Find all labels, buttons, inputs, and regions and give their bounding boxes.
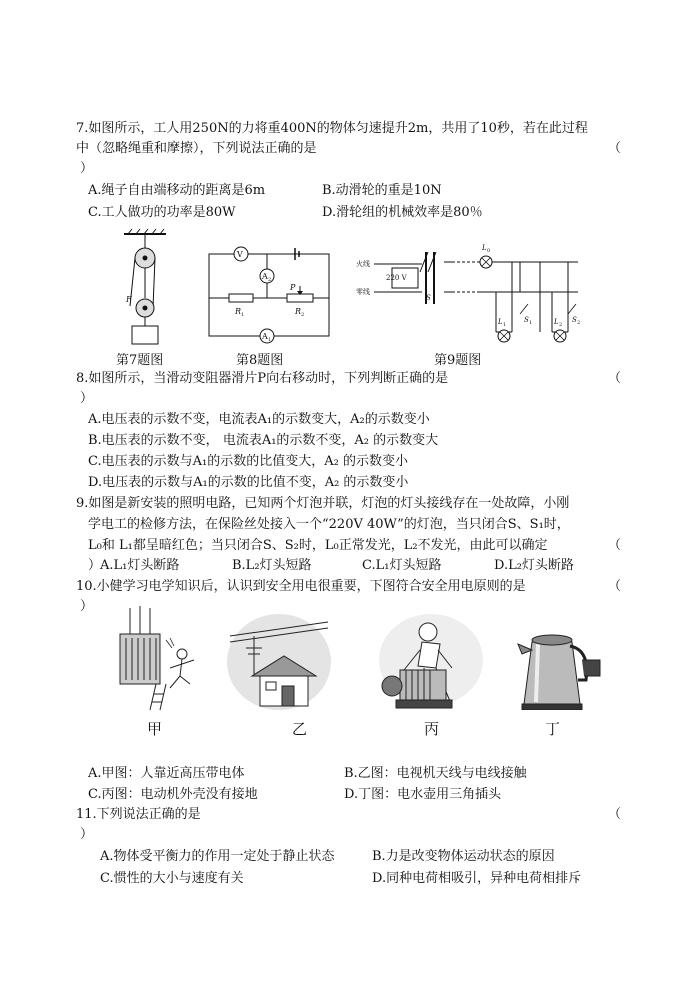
fig9-s2-sub: 2: [577, 320, 581, 326]
fig7-pulley-diagram: [110, 228, 190, 350]
q7-option-d: D.滑轮组的机械效率是80％: [322, 205, 483, 220]
q9-option-b: B.L₂灯头短路: [232, 558, 312, 573]
fig8-r1-label: R: [235, 307, 242, 316]
fig8-a1-label: A: [262, 332, 268, 341]
q8-option-d: D.电压表的示数与A₁的示数的比值不变，A₂ 的示数变小: [88, 475, 409, 490]
q8-option-c: C.电压表的示数与A₁的示数的比值变大，A₂ 的示数变小: [88, 454, 408, 469]
fig7-caption: 第7题图: [116, 353, 164, 368]
q10-paren-close: ）: [80, 599, 94, 614]
q11-stem: 11.下列说法正确的是: [76, 807, 201, 822]
q7-paren-close: ）: [80, 161, 94, 176]
fig9-l1-label: L: [498, 318, 503, 326]
q8-stem: 8.如图所示，当滑动变阻器滑片P向右移动时，下列判断正确的是: [76, 371, 449, 386]
fig8-r2-sub: 2: [301, 312, 305, 318]
fig8-voltmeter-label: V: [237, 250, 243, 259]
q8-paren-close: ）: [80, 391, 94, 406]
q10-pic-yi-antenna: [224, 612, 334, 712]
q11-option-d: D.同种电荷相吸引，异种电荷相排斥: [372, 871, 582, 886]
q7-option-c: C.工人做功的功率是80W: [88, 205, 236, 220]
q10-label-jia: 甲: [147, 720, 163, 738]
q8-option-b: B.电压表的示数不变， 电流表A₁的示数不变，A₂ 的示数变大: [88, 433, 439, 448]
fig9-neutral-wire-label: 零线: [356, 288, 370, 296]
q10-option-c: C.丙图：电动机外壳没有接地: [88, 787, 258, 802]
q7-option-b: B.动滑轮的重是10N: [322, 183, 442, 198]
q8-paren-open: （: [608, 371, 622, 386]
fig9-l0-label: L: [482, 244, 487, 252]
fig9-voltage-label: 220 V: [386, 274, 407, 282]
fig9-caption: 第9题图: [434, 353, 482, 368]
q10-label-yi: 乙: [292, 720, 308, 738]
q11-paren-close: ）: [80, 827, 94, 842]
q7-stem-line1: 7.如图所示，工人用250N的力将重400N的物体匀速提升2m，共用了10秒，若在此过程: [76, 121, 588, 136]
q10-paren-open: （: [608, 579, 622, 594]
fig8-a1-sub: 1: [268, 337, 272, 343]
q10-option-a: A.甲图：人靠近高压带电体: [88, 766, 245, 781]
q10-option-d: D.丁图：电水壶用三角插头: [344, 787, 502, 802]
fig8-caption: 第8题图: [236, 353, 284, 368]
q9-option-c: C.L₁灯头短路: [362, 558, 442, 573]
fig8-a2-sub: 2: [268, 277, 272, 283]
q10-label-ding: 丁: [545, 720, 561, 738]
q10-pic-bing-motor: [376, 610, 486, 718]
fig8-a2-label: A: [262, 272, 268, 281]
q8-option-a: A.电压表的示数不变，电流表A₁的示数变大，A₂的示数变小: [88, 412, 430, 427]
q10-pic-jia-high-voltage: [110, 604, 210, 712]
q9-option-a: A.L₁灯头断路: [100, 558, 180, 573]
fig9-l2-label: L: [554, 318, 559, 326]
q11-option-c: C.惯性的大小与速度有关: [100, 871, 244, 886]
q11-option-a: A.物体受平衡力的作用一定处于静止状态: [100, 849, 335, 864]
q10-pic-ding-kettle: [512, 620, 602, 710]
fig9-circuit-diagram: [352, 232, 584, 350]
fig9-s1-sub: 1: [529, 320, 533, 326]
fig9-l0-sub: 0: [487, 248, 491, 254]
fig7-label-f: F: [126, 295, 132, 304]
q7-option-a: A.绳子自由端移动的距离是6m: [88, 183, 266, 198]
q9-stem-line2: 学电工的检修方法，在保险丝处接入一个“220V 40W”的灯泡，当只闭合S、S₁时，: [88, 517, 570, 532]
q11-option-b: B.力是改变物体运动状态的原因: [372, 849, 555, 864]
fig8-r1-sub: 1: [241, 312, 245, 318]
fig9-s1-label: S: [524, 316, 529, 324]
fig9-live-wire-label: 火线: [356, 260, 370, 268]
q9-option-d: D.L₂灯头断路: [494, 558, 574, 573]
fig8-slider-label: P: [290, 283, 296, 292]
q10-option-b: B.乙图：电视机天线与电线接触: [344, 766, 527, 781]
fig9-s-label: S: [426, 294, 431, 302]
q7-stem-line2: 中（忽略绳重和摩擦），下列说法正确的是: [76, 141, 317, 156]
q9-paren-close: ）: [88, 558, 102, 573]
q9-paren-open: （: [608, 538, 622, 553]
fig9-l2-sub: 2: [559, 322, 563, 328]
q11-paren-open: （: [608, 807, 622, 822]
q9-stem-line3: L₀和 L₁都呈暗红色；当只闭合S、S₂时，L₀正常发光，L₂不发光，由此可以确定: [88, 538, 548, 553]
q7-paren-open: （: [608, 141, 622, 156]
fig9-s2-label: S: [572, 316, 577, 324]
fig9-l1-sub: 1: [503, 322, 507, 328]
q9-stem-line1: 9.如图是新安装的照明电路，已知两个灯泡并联，灯泡的灯头接线存在一处故障，小刚: [76, 496, 570, 511]
q10-label-bing: 丙: [424, 720, 440, 738]
fig8-circuit-diagram: [205, 246, 335, 344]
q10-stem: 10.小健学习电学知识后，认识到安全用电很重要，下图符合安全用电原则的是: [76, 579, 526, 594]
fig8-r2-label: R: [295, 307, 302, 316]
